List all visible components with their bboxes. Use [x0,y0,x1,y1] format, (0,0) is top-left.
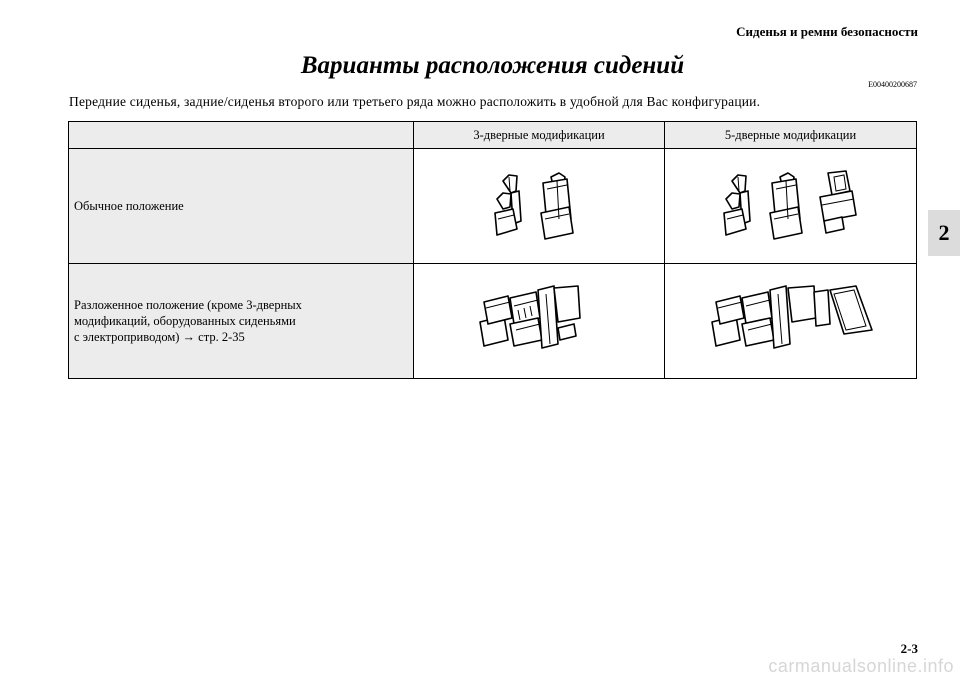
seats-normal-5door-illustration [716,169,866,244]
table-row-flat [69,264,917,379]
arrow-icon: → [182,330,196,344]
page-reference-link[interactable]: стр. 2-35 [198,330,245,344]
document-code: E00400200687 [868,80,917,89]
table-row-normal [69,149,917,264]
header-3door: 3-дверные модификации [414,122,665,149]
seats-normal-5door-cell [665,149,917,264]
row-label-normal [69,149,414,264]
intro-text: Передние сиденья, задние/сиденья второго или третьего ряда можно расположить в удобной для Вас конфигурации. [69,94,761,109]
table-header-row [69,122,917,149]
seats-normal-3door-illustration [489,169,589,244]
row-label-flat-line3: с электроприводом) [74,330,180,344]
header-5door: 5-дверные модификации [665,122,917,149]
row-label-normal-text: Обычное положение [74,199,184,213]
page-title: Варианты расположения сидений [300,52,685,79]
seats-flat-3door-cell [414,264,665,379]
row-label-flat-line3-wrap [74,329,413,345]
seats-flat-3door-illustration [474,284,604,359]
watermark: carmanualsonline.info [768,656,954,676]
row-label-flat-line1: Разложенное положение (кроме 3-дверных [74,298,302,312]
seat-configuration-table [68,121,917,379]
header-empty-cell [69,122,414,149]
row-label-flat-line2: модификаций, оборудованных сиденьями [74,314,296,328]
chapter-tab[interactable]: 2 [928,210,960,256]
seats-normal-3door-cell [414,149,665,264]
page-number: 2-3 [900,641,918,656]
running-header: Сиденья и ремни безопасности [736,24,918,39]
seats-flat-5door-cell [665,264,917,379]
seats-flat-5door-illustration [706,284,876,359]
row-label-flat [69,264,414,379]
